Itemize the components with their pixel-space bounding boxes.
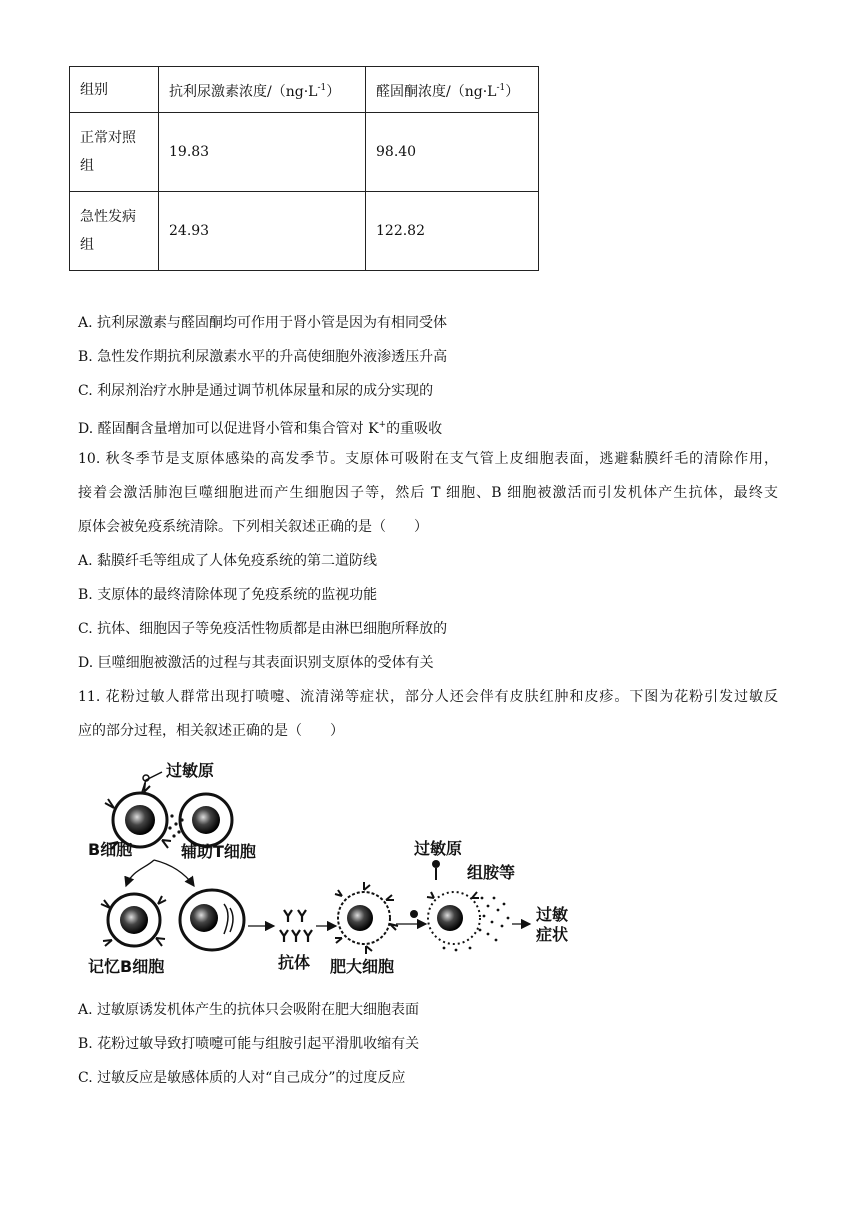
cell-group-line2: 组 [80,237,94,253]
header-group-text: 组别 [80,81,108,98]
cell-group-line1: 急性发病 [80,209,136,225]
table-row [70,113,539,192]
cell-group [70,192,159,271]
q9-option-d-text: D. 醛固酮含量增加可以促进肾小管和集合管对 K [78,421,379,437]
label-symptom-2: 症状 [536,925,569,944]
label-antibody: 抗体 [278,953,311,972]
cell-adh: 19.83 [159,113,366,192]
mast-cell-icon [335,882,398,954]
header-adh [159,67,366,113]
q9-option-d-tail: 的重吸收 [386,421,443,437]
cell-group [70,113,159,192]
memory-b-cell-icon [101,894,166,946]
cell-ald: 122.82 [366,192,539,271]
hormone-table [69,66,539,271]
header-adh-close: ） [326,83,341,100]
label-helper-t: 辅助T细胞 [181,842,256,861]
q9-option-b: B. 急性发作期抗利尿激素水平的升高使细胞外液渗透压升高 [78,349,448,365]
allergy-process-figure [84,758,584,983]
label-mast-cell: 肥大细胞 [330,957,395,976]
cell-adh: 24.93 [159,192,366,271]
table-row [70,192,539,271]
header-adh-text: 抗利尿激素浓度/（ng·L [169,83,318,100]
arrow-to-memory [126,860,154,886]
q10-option-c: C. 抗体、细胞因子等免疫活性物质都是由淋巴细胞所释放的 [78,621,448,637]
q10-stem-line: 接着会激活肺泡巨噬细胞进而产生细胞因子等，然后 T 细胞、B 细胞被激活而引发机体产生抗体，最终支 [78,485,778,501]
q9-option-d-sup: + [378,420,387,430]
q11-option-c: C. 过敏反应是敏感体质的人对“自己成分”的过度反应 [78,1070,406,1086]
q9-option-d [78,415,442,439]
q10-option-b: B. 支原体的最终清除体现了免疫系统的监视功能 [78,587,378,603]
label-symptom-1: 过敏 [536,905,569,924]
cell-ald: 98.40 [366,113,539,192]
q9-option-c: C. 利尿剂治疗水肿是通过调节机体尿量和尿的成分实现的 [78,383,434,399]
q10-option-a: A. 黏膜纤毛等组成了人体免疫系统的第二道防线 [78,553,378,569]
arrow-to-plasma [154,860,194,886]
header-ald-close: ） [505,83,520,100]
header-ald-text: 醛固酮浓度/（ng·L [376,83,497,100]
q10-stem-last: 原体会被免疫系统清除。下列相关叙述正确的是（ ） [78,519,428,535]
label-allergen-top: 过敏原 [166,761,215,780]
q10-stem-line: 10. 秋冬季节是支原体感染的高发季节。支原体可吸附在支气管上皮细胞表面，逃避黏膜纤毛的清除作用， [78,451,778,467]
plasma-cell-icon [180,890,244,950]
label-allergen-right: 过敏原 [414,839,463,858]
antibody-icons [280,910,312,942]
table-header-row [70,67,539,113]
q11-option-a: A. 过敏原诱发机体产生的抗体只会吸附在肥大细胞表面 [78,1002,420,1018]
cell-group-line2: 组 [80,158,94,174]
q11-option-b: B. 花粉过敏导致打喷嚏可能与组胺引起平滑肌收缩有关 [78,1036,420,1052]
label-histamine: 组胺等 [467,863,516,882]
header-group [70,67,159,113]
q10-option-d: D. 巨噬细胞被激活的过程与其表面识别支原体的受体有关 [78,655,434,671]
header-adh-sup: -1 [317,82,327,93]
q11-stem-line: 11. 花粉过敏人群常出现打喷嚏、流清涕等症状，部分人还会伴有皮肤红肿和皮疹。下图为花粉引发过敏反 [78,689,778,705]
label-memory-b: 记忆B细胞 [88,957,165,976]
allergen-particle [410,910,418,918]
cell-group-line1: 正常对照 [80,130,136,146]
q9-option-a: A. 抗利尿激素与醛固酮均可作用于肾小管是因为有相同受体 [78,315,448,331]
header-ald [366,67,539,113]
q11-stem-last: 应的部分过程，相关叙述正确的是（ ） [78,723,344,739]
helper-t-cell-icon [180,794,232,846]
header-ald-sup: -1 [496,82,506,93]
label-b-cell: B细胞 [88,840,133,859]
